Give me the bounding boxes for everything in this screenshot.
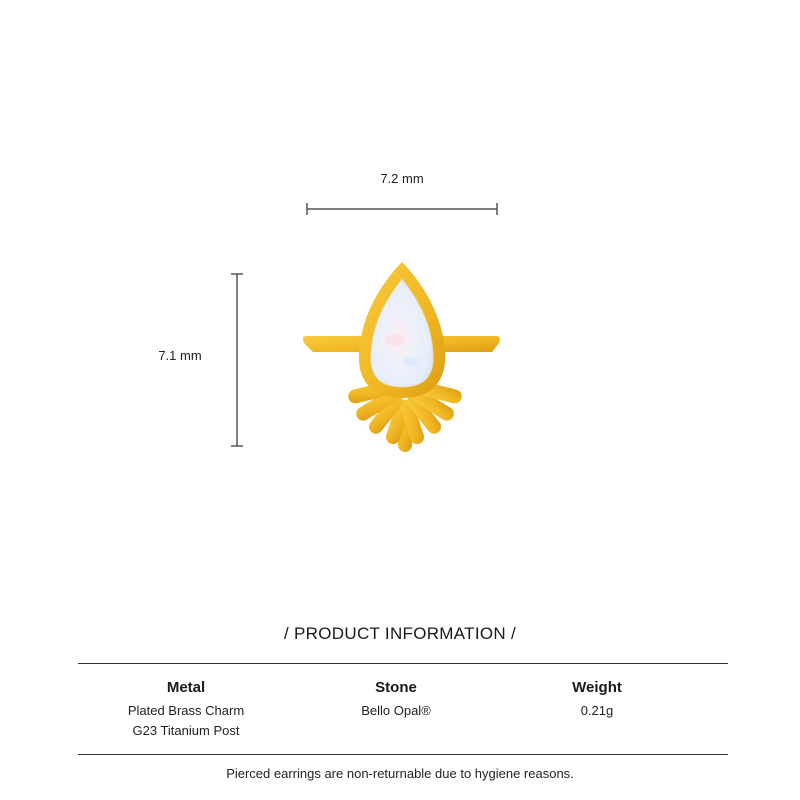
table-top-divider <box>78 663 728 664</box>
product-info-title: / PRODUCT INFORMATION / <box>284 624 516 643</box>
stone-heading: Stone <box>375 679 417 696</box>
earring-illustration <box>303 262 500 452</box>
weight-line-1: 0.21g <box>580 703 614 718</box>
metal-heading: Metal <box>166 679 206 696</box>
metal-line-1: Plated Brass Charm <box>127 703 245 718</box>
metal-line-2: G23 Titanium Post <box>132 723 240 738</box>
return-policy-note: Pierced earrings are non-returnable due to hygiene reasons. <box>226 766 574 781</box>
table-bottom-divider <box>78 754 728 755</box>
width-dimension-label: 7.2 mm <box>380 171 424 186</box>
stone-column <box>286 678 506 721</box>
metal-column <box>76 678 296 741</box>
height-dimension-line <box>231 274 243 446</box>
stone-line-1: Bello Opal® <box>361 703 431 718</box>
weight-heading: Weight <box>572 679 622 696</box>
height-dimension-label: 7.1 mm <box>158 348 202 363</box>
width-dimension-line <box>307 203 497 215</box>
weight-column <box>487 678 707 721</box>
